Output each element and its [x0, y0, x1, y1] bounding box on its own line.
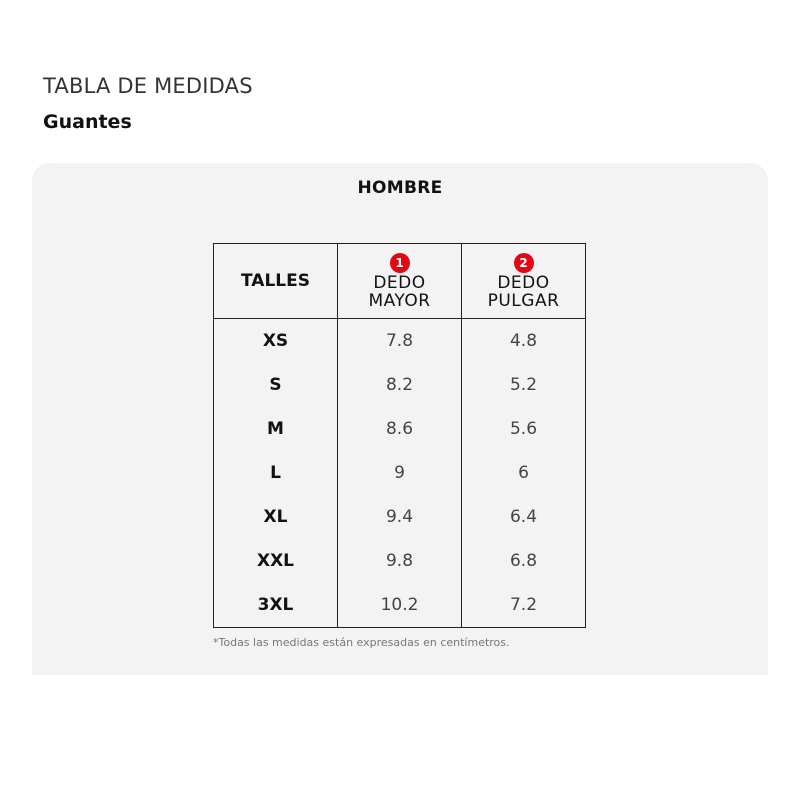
dedo-mayor-cell: 8.2: [338, 363, 462, 407]
size-table: [213, 243, 586, 628]
size-cell: 3XL: [214, 583, 338, 628]
section-heading: HOMBRE: [357, 178, 443, 198]
dedo-pulgar-cell: 5.6: [462, 407, 586, 451]
dedo-pulgar-cell: 6: [462, 451, 586, 495]
dedo-pulgar-cell: 7.2: [462, 583, 586, 628]
page-subtitle: Guantes: [43, 111, 132, 133]
column-header-dedo-pulgar: [462, 244, 586, 319]
size-cell: XL: [214, 495, 338, 539]
dedo-mayor-cell: 10.2: [338, 583, 462, 628]
size-cell: L: [214, 451, 338, 495]
table-row: [214, 583, 586, 628]
size-cell: M: [214, 407, 338, 451]
column-header-line: DEDO: [373, 272, 426, 293]
table-row: [214, 363, 586, 407]
dedo-mayor-cell: 9.8: [338, 539, 462, 583]
dedo-pulgar-cell: 4.8: [462, 319, 586, 364]
column-header-line: PULGAR: [487, 290, 560, 311]
column-header-line: MAYOR: [368, 290, 431, 311]
table-row: [214, 451, 586, 495]
size-chart-panel: [32, 163, 768, 675]
number-badge-1-icon: 1: [390, 253, 410, 273]
table-row: [214, 539, 586, 583]
column-header-line: DEDO: [497, 272, 550, 293]
dedo-mayor-cell: 8.6: [338, 407, 462, 451]
dedo-mayor-cell: 9: [338, 451, 462, 495]
dedo-pulgar-cell: 6.8: [462, 539, 586, 583]
dedo-mayor-cell: 9.4: [338, 495, 462, 539]
column-header-talles: TALLES: [214, 244, 338, 319]
dedo-mayor-cell: 7.8: [338, 319, 462, 364]
dedo-pulgar-cell: 5.2: [462, 363, 586, 407]
column-header-dedo-mayor: [338, 244, 462, 319]
dedo-pulgar-cell: 6.4: [462, 495, 586, 539]
page-title: TABLA DE MEDIDAS: [43, 74, 253, 98]
footnote: *Todas las medidas están expresadas en centímetros.: [213, 636, 510, 649]
table-row: [214, 407, 586, 451]
size-cell: XS: [214, 319, 338, 364]
size-cell: XXL: [214, 539, 338, 583]
table-header-row: [214, 244, 586, 319]
size-cell: S: [214, 363, 338, 407]
table-row: [214, 495, 586, 539]
table-row: [214, 319, 586, 364]
number-badge-2-icon: 2: [514, 253, 534, 273]
